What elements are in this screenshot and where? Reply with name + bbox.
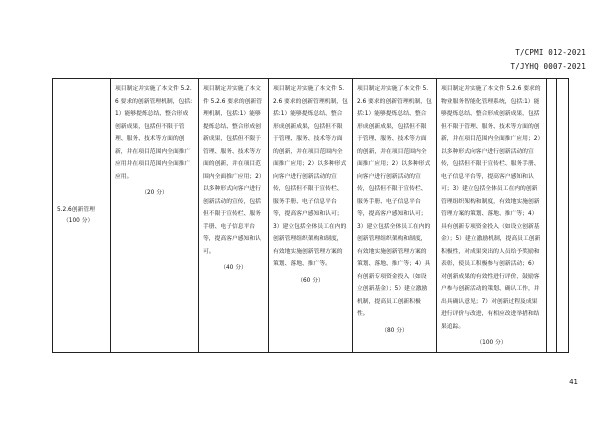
standard-code-primary: T/CPMI 012-2021 bbox=[515, 48, 586, 57]
level-2-text: 项目制定并实施了本文件 5.2.6 要求的创新管理机制，包括:1）能够提炼总结、整合形成创新成果，包括但不限于管理、服务、技术等方面的创新，并在项目范围内全面推广应用；2）以多种形式向客户进行创新活动的宣传，包括但不限于宣传栏、服务手册、电子信息平台等，提高客户感知和认可。 bbox=[203, 86, 263, 255]
level-3-score: （60 分） bbox=[297, 277, 324, 284]
empty-cell bbox=[547, 79, 557, 353]
level-2-score: （40 分） bbox=[220, 265, 247, 271]
item-score: （100 分） bbox=[63, 218, 94, 225]
level-2-cell bbox=[199, 79, 269, 353]
page-number: 41 bbox=[569, 378, 578, 386]
level-5-score: （100 分） bbox=[476, 340, 507, 346]
item-label: 5.2.6创新管理 bbox=[57, 207, 95, 214]
level-5-text: 项目制定并实施了本文件 5.2.6 要求的物业服务智能化管理系统，包括:1）能够提炼总结、整合形成创新成果，包括但不限于管理、服务、技术等方面的创新，并在项目范围内全面推广应用；2）以多种形式向客户进行创新活动的宣传，包括但不限于宣传栏、服务手册、电子信息平台等，提高客户感知和认可；3）建立包括全体员工在内的创新管理组织架构和制度，有效地实施创新管理方案的策划、落地、推广等；4）具有创新专项资金投入（如设立创新基金）；5）建立激励机制，提高员工创新积极性，对成果突出的人员给予奖励和表彰，使员工积极参与创新活动；6）对创新成果的有效性进行评价，鼓励客户参与创新活动的策划、确认工作，并出具确认意见；7）对创新过程及成果进行评价与改进，有相应改进举措和结果追踪。 bbox=[441, 86, 541, 330]
level-5-cell bbox=[437, 79, 547, 353]
evaluation-table bbox=[52, 78, 569, 353]
standard-code-secondary: T/JYHQ 0007-2021 bbox=[510, 62, 586, 71]
level-1-cell bbox=[111, 79, 199, 353]
level-4-text: 项目制定并实施了本文件 5.2.6 要求的创新管理机制，包括:1）能够提炼总结、整合形成创新成果，包括但不限于管理、服务、技术等方面的创新，并在项目范围内全面推广应用；2）以多种形式向客户进行创新活动的宣传，包括但不限于宣传栏、服务手册、电子信息平台等，提高客户感知和认可；3）建立包括全体员工在内的创新管理组织架构和制度，有效地实施创新管理方案的策划、落地、推广等；4）具有创新专项资金投入（如设立创新基金）；5）建立激励机制，提高员工创新积极性。 bbox=[357, 86, 432, 317]
level-1-text: 项目制定并实施了本文件 5.2.6 要求的创新管理机制，包括:1）能够提炼总结、整合形成创新成果，包括但不限于管理、服务、技术等方面的创新，并在项目范围内全面推广应用并在项目范围内全面推广应用。 bbox=[115, 86, 193, 180]
level-3-cell bbox=[269, 79, 353, 353]
table-row bbox=[53, 79, 569, 353]
level-4-score: （80 分） bbox=[381, 327, 408, 334]
level-4-cell bbox=[353, 79, 437, 353]
empty-cell bbox=[557, 79, 569, 353]
item-cell bbox=[53, 79, 111, 353]
level-1-score: （20 分） bbox=[141, 190, 168, 196]
level-3-text: 项目制定并实施了本文件 5.2.6 要求的创新管理机制，包括:1）能够提炼总结、整合形成创新成果，包括但不限于管理、服务、技术等方面的创新，并在项目范围内全面推广应用；2）以多种形式向客户进行创新活动的宣传，包括但不限于宣传栏、服务手册、电子信息平台等，提高客户感知和认可；3）建立包括全体员工在内的创新管理组织架构和制度，有效地实施创新管理方案的策划、落地、推广等。 bbox=[273, 86, 348, 267]
